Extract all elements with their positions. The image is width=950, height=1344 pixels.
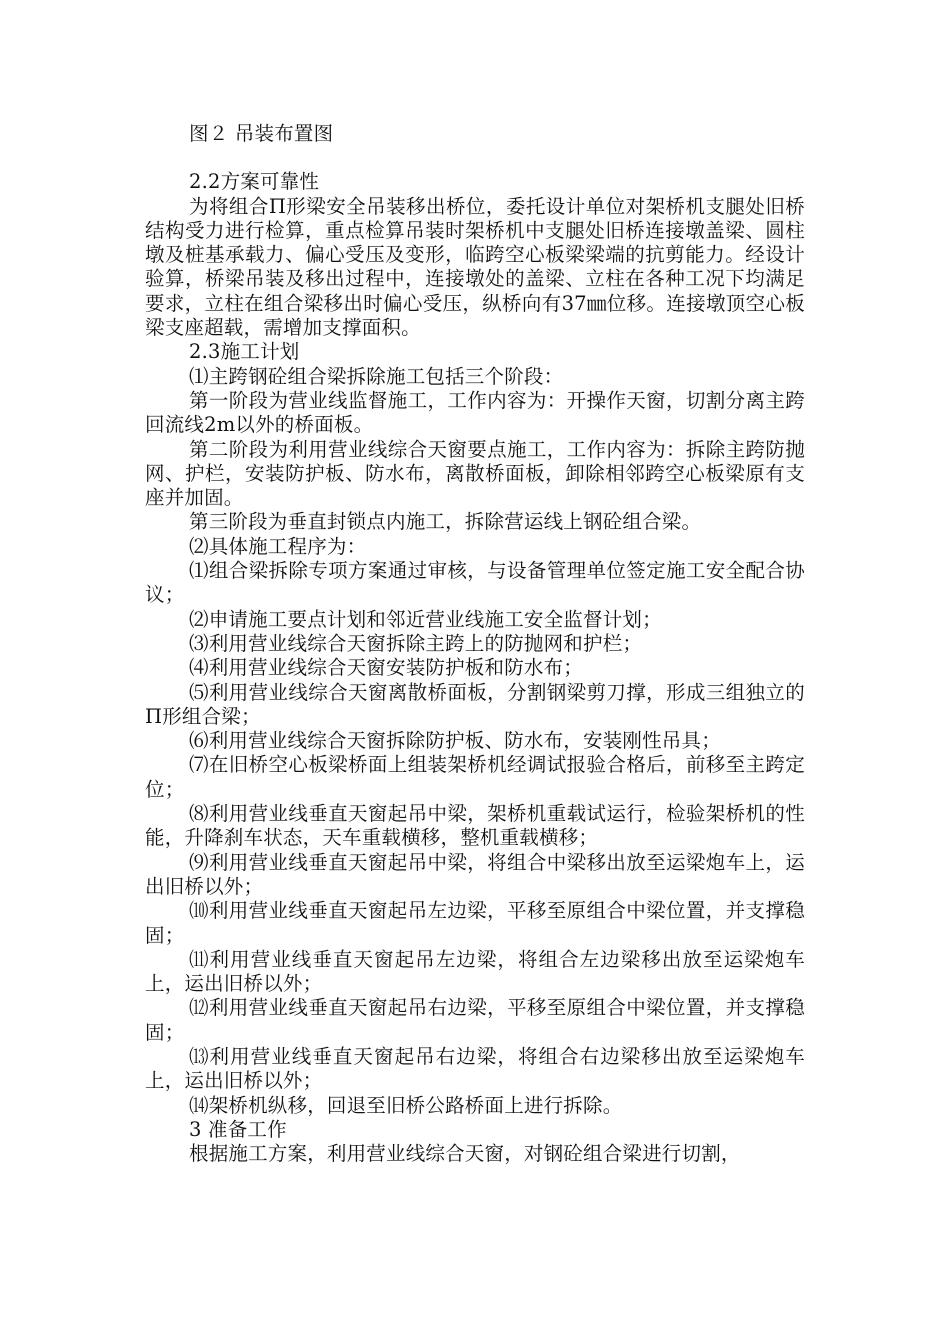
list-item: ⒁架桥机纵移，回退至旧桥公路桥面上进行拆除。 — [189, 1093, 623, 1117]
list-item: ⑽利用营业线垂直天窗起吊左边梁，平移至原组合中梁位置，并支撑稳固； — [145, 899, 805, 947]
list-item: ⑵申请施工要点计划和邻近营业线施工安全监督计划； — [189, 607, 662, 631]
list-item: ⑶利用营业线综合天窗拆除主跨上的防抛网和护栏； — [189, 631, 643, 655]
paragraph: 第二阶段为利用营业线综合天窗要点施工，工作内容为：拆除主跨防抛网、护栏，安装防护板、防水布，离散桥面板，卸除相邻跨空心板梁原有支座并加固。 — [145, 437, 805, 510]
list-item: ⑺在旧桥空心板梁桥面上组装架桥机经调试报验合格后，前移至主跨定位； — [145, 753, 805, 801]
paragraph: ⑴主跨钢砼组合梁拆除施工包括三个阶段： — [189, 364, 564, 388]
list-item: ⑸利用营业线综合天窗离散桥面板，分割钢梁剪刀撑，形成三组独立的Π形组合梁； — [145, 680, 805, 728]
figure-caption: 图２ 吊装布置图 — [189, 122, 334, 145]
list-item: ⑾利用营业线垂直天窗起吊左边梁，将组合左边梁移出放至运梁炮车上，运出旧桥以外； — [145, 947, 805, 996]
list-item: ⑼利用营业线垂直天窗起吊中梁，将组合中梁移出放至运梁炮车上，运出旧桥以外； — [145, 850, 805, 898]
paragraph: 第三阶段为垂直封锁点内施工，拆除营运线上钢砼组合梁。 — [189, 510, 702, 534]
list-item: ⑻利用营业线垂直天窗起吊中梁，架桥机重载试运行，检验架桥机的性能，升降刹车状态，天车重载横移，整机重载横移； — [145, 802, 805, 850]
section-heading-2-2: 2.2方案可靠性 — [189, 170, 320, 194]
paragraph: ⑵具体施工程序为： — [189, 534, 367, 558]
section-heading-3: 3 准备工作 — [189, 1117, 287, 1141]
paragraph: 根据施工方案，利用营业线综合天窗，对钢砼组合梁进行切割， — [189, 1142, 741, 1166]
list-item: ⒀利用营业线垂直天窗起吊右边梁，将组合右边梁移出放至运梁炮车上，运出旧桥以外； — [145, 1044, 805, 1093]
list-item: ⑿利用营业线垂直天窗起吊右边梁，平移至原组合中梁位置，并支撑稳固； — [145, 996, 805, 1044]
list-item: ⑴组合梁拆除专项方案通过审核，与设备管理单位签定施工安全配合协议； — [145, 559, 805, 607]
section-heading-2-3: 2.3施工计划 — [189, 340, 300, 364]
paragraph: 为将组合Π形梁安全吊装移出桥位，委托设计单位对架桥机支腿处旧桥结构受力进行检算，重点检算吊装时架桥机中支腿处旧桥连接墩盖梁、圆柱墩及桩基承载力、偏心受压及变形，临跨空心板梁梁端的抗剪能力。经设计验算，桥梁吊装及移出过程中，连接墩处的盖梁、立柱在各种工况下均满足要求，立柱在组合梁移出时偏心受压，纵桥向有37㎜位移。连接墩顶空心板梁支座超载，需增加支撑面积。 — [145, 194, 805, 340]
list-item: ⑹利用营业线综合天窗拆除防护板、防水布，安装刚性吊具； — [189, 729, 721, 753]
list-item: ⑷利用营业线综合天窗安装防护板和防水布； — [189, 656, 584, 680]
paragraph: 第一阶段为营业线监督施工，工作内容为：开操作天窗，切割分离主跨回流线2m以外的桥面板。 — [145, 388, 805, 437]
document-body — [145, 122, 805, 1166]
